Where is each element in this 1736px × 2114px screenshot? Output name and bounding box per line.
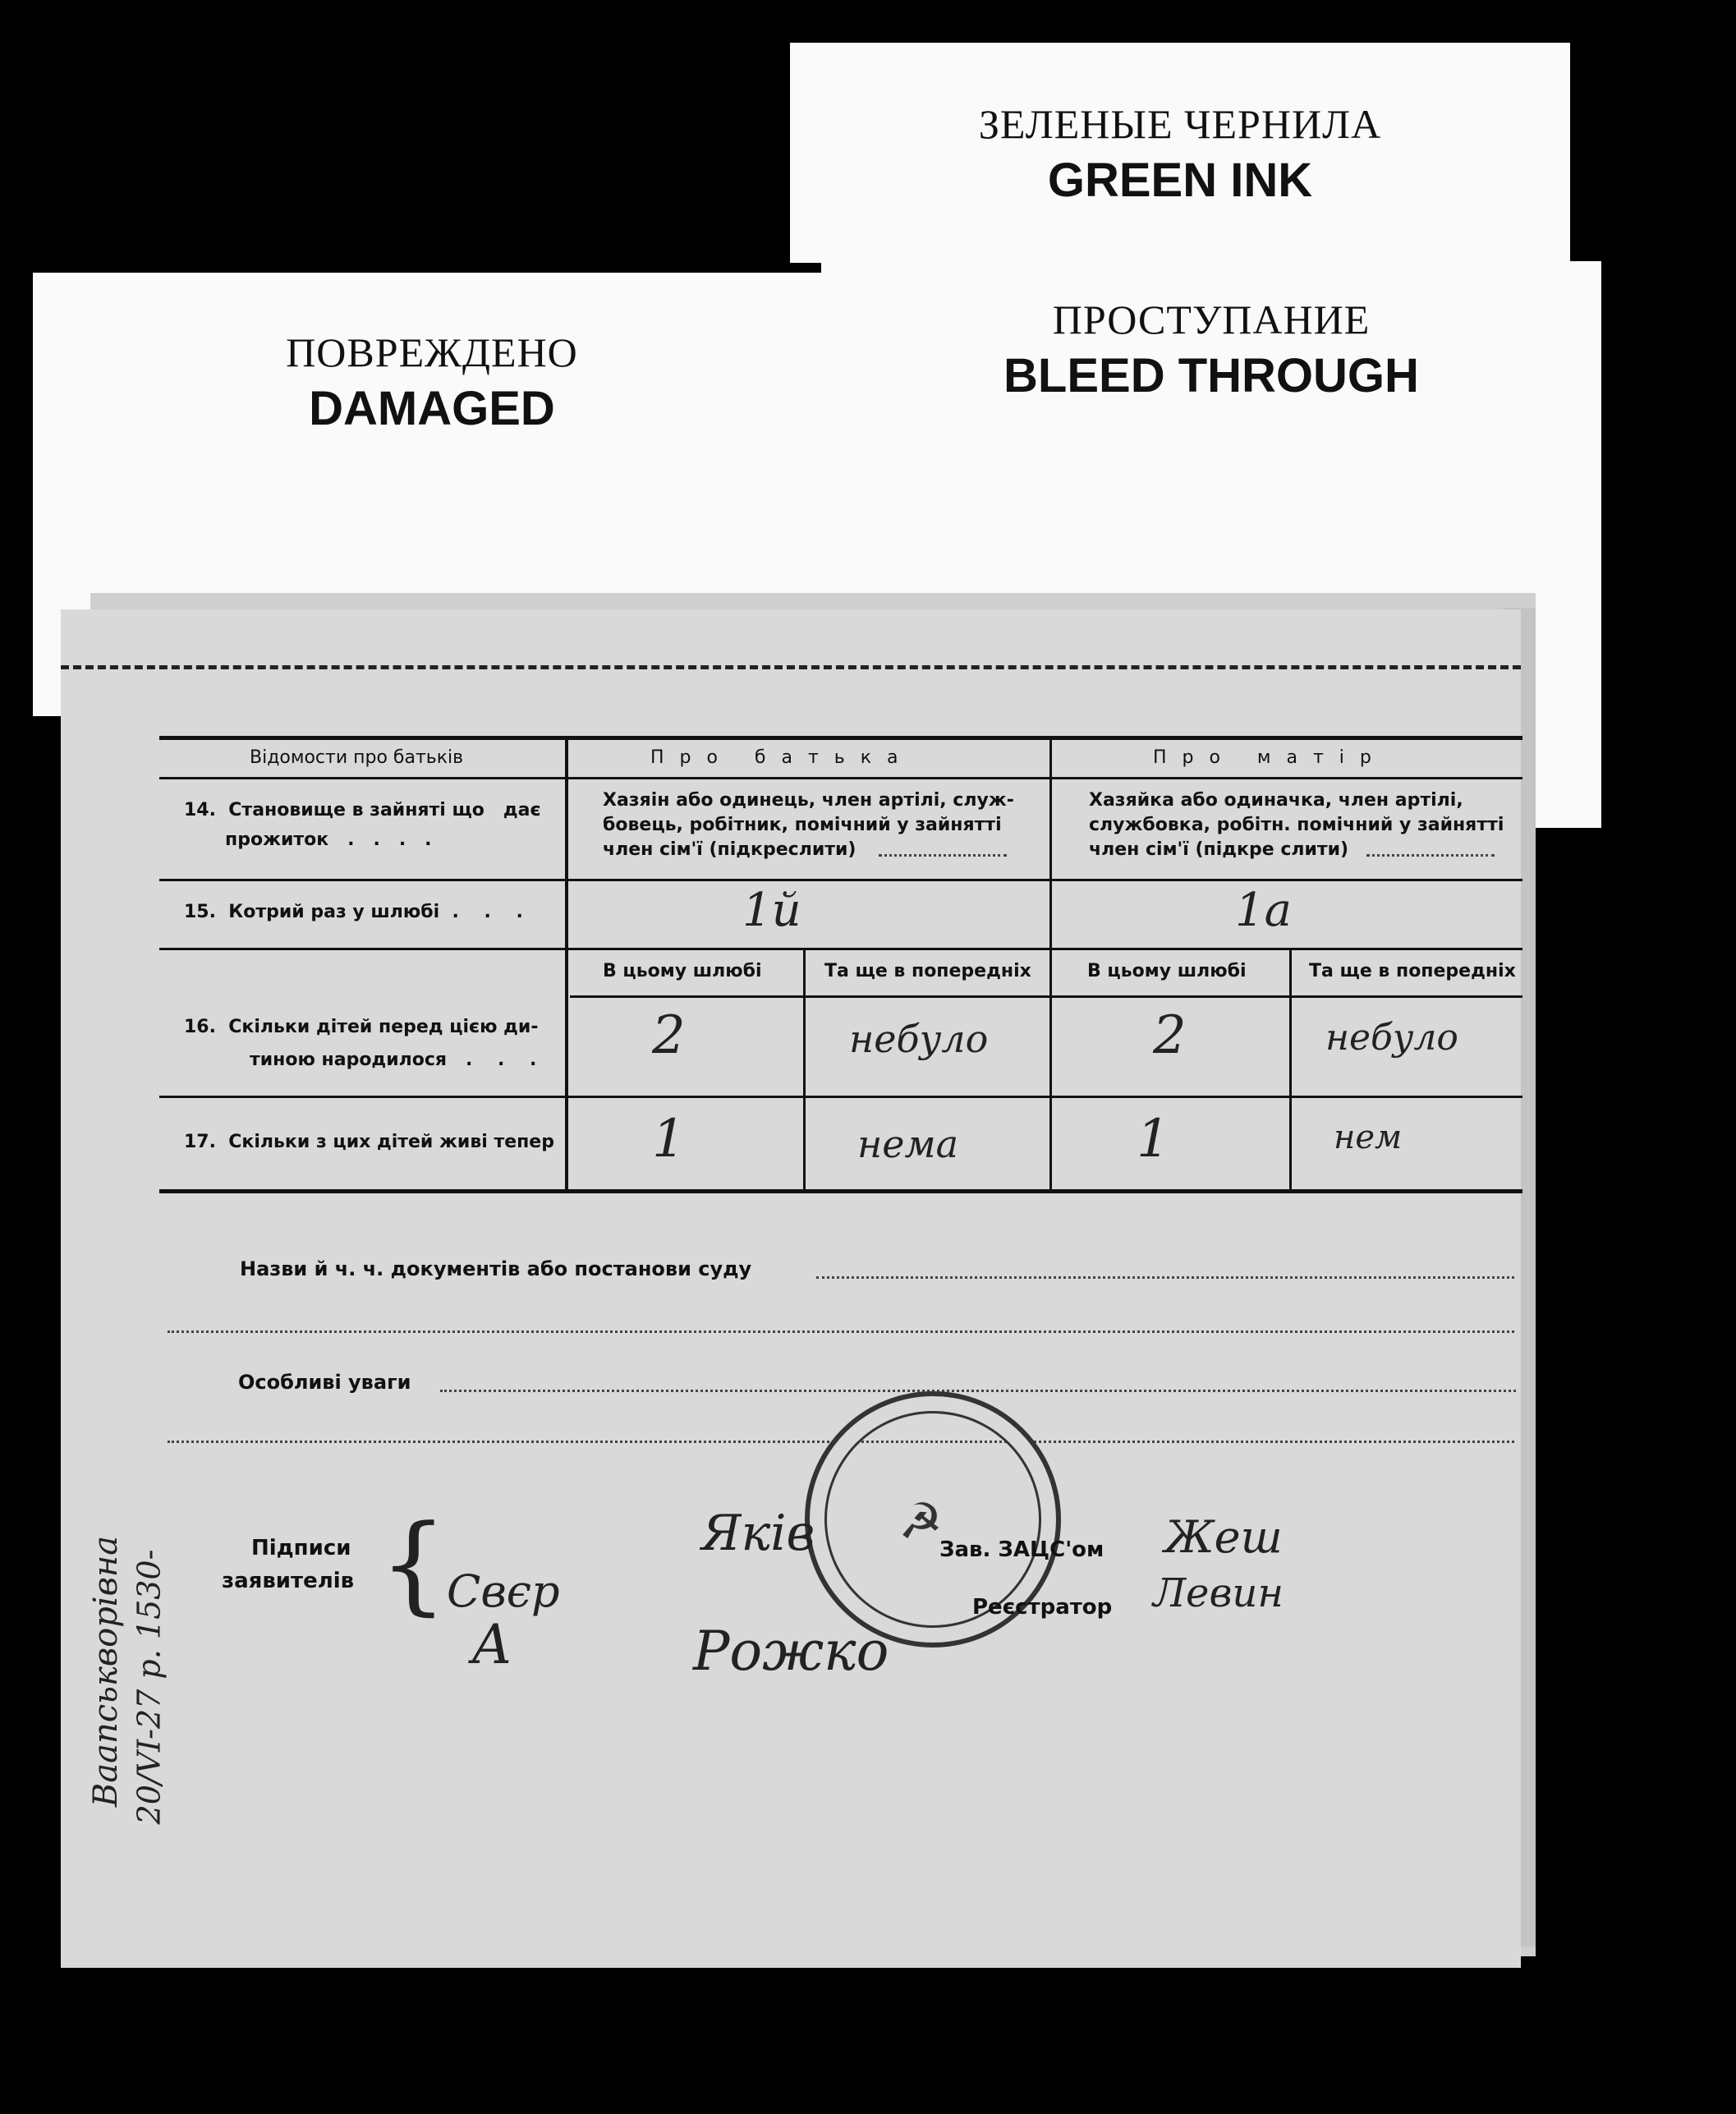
applicant-signature-4: Рожко — [693, 1620, 889, 1683]
documents-dots-line2 — [168, 1330, 1514, 1333]
header-about-mother: П р о м а т і р — [1153, 747, 1376, 768]
row-divider — [570, 995, 1522, 998]
row15-mother-value: 1а — [1235, 884, 1293, 937]
row14-father-line3: член сім'ї (підкреслити) — [603, 839, 857, 860]
column-divider — [1049, 736, 1052, 1193]
notes-label: Особливі уваги — [238, 1371, 411, 1394]
bleed-through-label-ru: ПРОСТУПАНИЕ — [1052, 296, 1371, 342]
damaged-label-ru: ПОВРЕЖДЕНО — [286, 329, 578, 375]
row-divider — [159, 948, 1522, 950]
row14-mother-line2: службовка, робітн. помічний у зайнятті — [1089, 815, 1504, 835]
row17-label: 17. Скільки з цих дітей живі тепер — [184, 1132, 554, 1152]
table-top-border — [159, 736, 1522, 740]
row17-mother-prev: нем — [1334, 1119, 1403, 1156]
row16-mother-prev: небуло — [1325, 1017, 1458, 1059]
record-form-sheet — [61, 609, 1521, 1968]
signatures-label-line1: Підписи — [251, 1536, 351, 1560]
green-ink-label-ru: ЗЕЛЕНЫЕ ЧЕРНИЛА — [978, 101, 1382, 147]
applicant-signature-2: Свєр — [447, 1565, 560, 1617]
registrar-signature: Левин — [1153, 1570, 1284, 1616]
row16-father-this: 2 — [652, 1005, 686, 1066]
applicant-signature-1: Яків — [701, 1505, 815, 1562]
row16-label-line2: тиною народилося . . . — [250, 1050, 537, 1070]
row-divider — [159, 1096, 1522, 1098]
row-divider — [159, 879, 1522, 881]
green-ink-label-en: GREEN INK — [1047, 154, 1313, 207]
row16-label-line1: 16. Скільки дітей перед цією ди- — [184, 1017, 539, 1037]
column-divider — [565, 736, 568, 1193]
margin-note-line2: 20/VI-27 р. 1530- — [131, 1549, 168, 1825]
column-divider — [803, 948, 806, 1193]
header-parents-info: Відомости про батьків — [250, 747, 464, 768]
mother-this-marriage-header: В цьому шлюбі — [1087, 961, 1247, 981]
stamp-emblem-icon: ☭ — [898, 1493, 943, 1551]
row14-father-line1: Хазяін або одинець, член артілі, служ- — [603, 790, 1014, 811]
row16-mother-this: 2 — [1153, 1005, 1187, 1066]
bleed-through-label-en: BLEED THROUGH — [1003, 349, 1419, 402]
head-signature: Жеш — [1164, 1511, 1283, 1563]
perforation-line — [61, 665, 1521, 669]
row17-mother-this: 1 — [1137, 1109, 1170, 1170]
notes-dots — [440, 1390, 1516, 1392]
row15-father-value: 1й — [742, 884, 801, 937]
damaged-label-en: DAMAGED — [309, 382, 555, 435]
signatures-label-line2: заявителів — [222, 1569, 355, 1593]
green-ink-label-card — [790, 43, 1570, 263]
documents-dots — [816, 1276, 1514, 1279]
father-previous-header: Та ще в попередніх — [824, 961, 1031, 981]
head-label: Зав. ЗАЦС'ом — [939, 1537, 1105, 1562]
margin-note-line1: Ваапськворівна — [87, 1535, 126, 1808]
row14-label-line1: 14. Становище в зайняті що дає — [184, 800, 541, 820]
registrar-label: Реєстратор — [972, 1595, 1113, 1620]
column-divider — [1289, 948, 1292, 1193]
row14-mother-line1: Хазяйка або одиначка, член артілі, — [1089, 790, 1463, 811]
row17-father-prev: нема — [857, 1122, 959, 1166]
table-bottom-border — [159, 1189, 1522, 1193]
documents-label: Назви й ч. ч. документів або постанови суду — [240, 1257, 752, 1280]
row14-mother-line3: член сім'ї (підкре слити) — [1089, 839, 1349, 860]
row-divider — [159, 777, 1522, 779]
signatures-brace: { — [379, 1501, 448, 1626]
header-about-father: П р о б а т ь к а — [650, 747, 903, 768]
row14-father-dots — [879, 854, 1007, 857]
row14-father-line2: бовець, робітник, помічний у зайнятті — [603, 815, 1002, 835]
row14-label-line2: прожиток . . . . — [225, 830, 432, 850]
row17-father-this: 1 — [652, 1109, 686, 1170]
father-this-marriage-header: В цьому шлюбі — [603, 961, 762, 981]
row14-mother-dots — [1366, 854, 1495, 857]
row15-label: 15. Котрий раз у шлюбі . . . — [184, 902, 523, 922]
row16-father-prev: небуло — [849, 1017, 989, 1061]
applicant-signature-3: А — [471, 1613, 512, 1676]
mother-previous-header: Та ще в попередніх — [1309, 961, 1516, 981]
